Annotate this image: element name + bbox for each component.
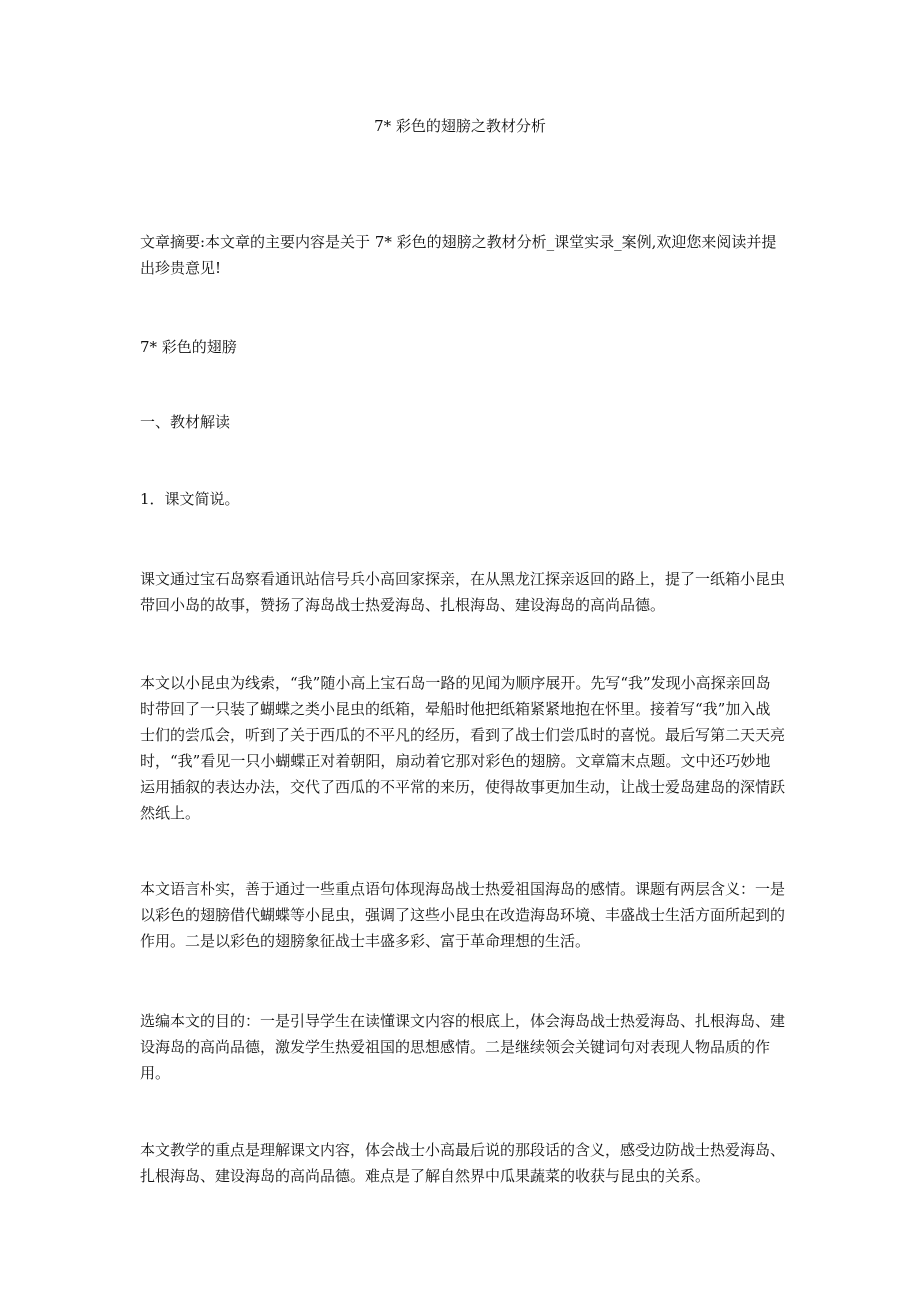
paragraph-2: 本文以小昆虫为线索，“我”随小高上宝石岛一路的见闻为顺序展开。先写“我”发现小高探亲回岛时带回了一只装了蝴蝶之类小昆虫的纸箱，晕船时他把纸箱紧紧地抱在怀里。接着写“我”加入战士们的尝瓜会，听到了关于西瓜的不平凡的经历，看到了战士们尝瓜时的喜悦。最后写第二天天亮时，“我”看见一只小蝴蝶正对着朝阳，扇动着它那对彩色的翅膀。文章篇末点题。文中还巧妙地运用插叙的表达办法，交代了西瓜的不平常的来历，使得故事更加生动，让战士爱岛建岛的深情跃然纸上。 (140, 674, 786, 822)
section-heading: 一、教材解读 (140, 413, 231, 431)
paragraph-4: 选编本文的目的：一是引导学生在读懂课文内容的根底上，体会海岛战士热爱海岛、扎根海岛、建设海岛的高尚品德，激发学生热爱祖国的思想感情。二是继续领会关键词句对表现人物品质的作用。 (140, 1012, 786, 1082)
paragraph-1: 课文通过宝石岛察看通讯站信号兵小高回家探亲，在从黑龙江探亲返回的路上，提了一纸箱小昆虫带回小岛的故事，赞扬了海岛战士热爱海岛、扎根海岛、建设海岛的高尚品德。 (140, 570, 786, 614)
lesson-subtitle: 7* 彩色的翅膀 (140, 338, 237, 356)
paragraph-3: 本文语言朴实，善于通过一些重点语句体现海岛战士热爱祖国海岛的感情。课题有两层含义：一是以彩色的翅膀借代蝴蝶等小昆虫，强调了这些小昆虫在改造海岛环境、丰盛战士生活方面所起到的作用。二是以彩色的翅膀象征战士丰盛多彩、富于革命理想的生活。 (140, 880, 786, 950)
paragraph-5: 本文教学的重点是理解课文内容，体会战士小高最后说的那段话的含义，感受边防战士热爱海岛、扎根海岛、建设海岛的高尚品德。难点是了解自然界中瓜果蔬菜的收获与昆虫的关系。 (140, 1141, 786, 1185)
article-summary: 文章摘要:本文章的主要内容是关于 7* 彩色的翅膀之教材分析_课堂实录_案例,欢迎您来阅读并提出珍贵意见! (140, 233, 777, 277)
sub-heading: 1．课文简说。 (140, 490, 240, 508)
document-title: 7* 彩色的翅膀之教材分析 (374, 117, 546, 135)
